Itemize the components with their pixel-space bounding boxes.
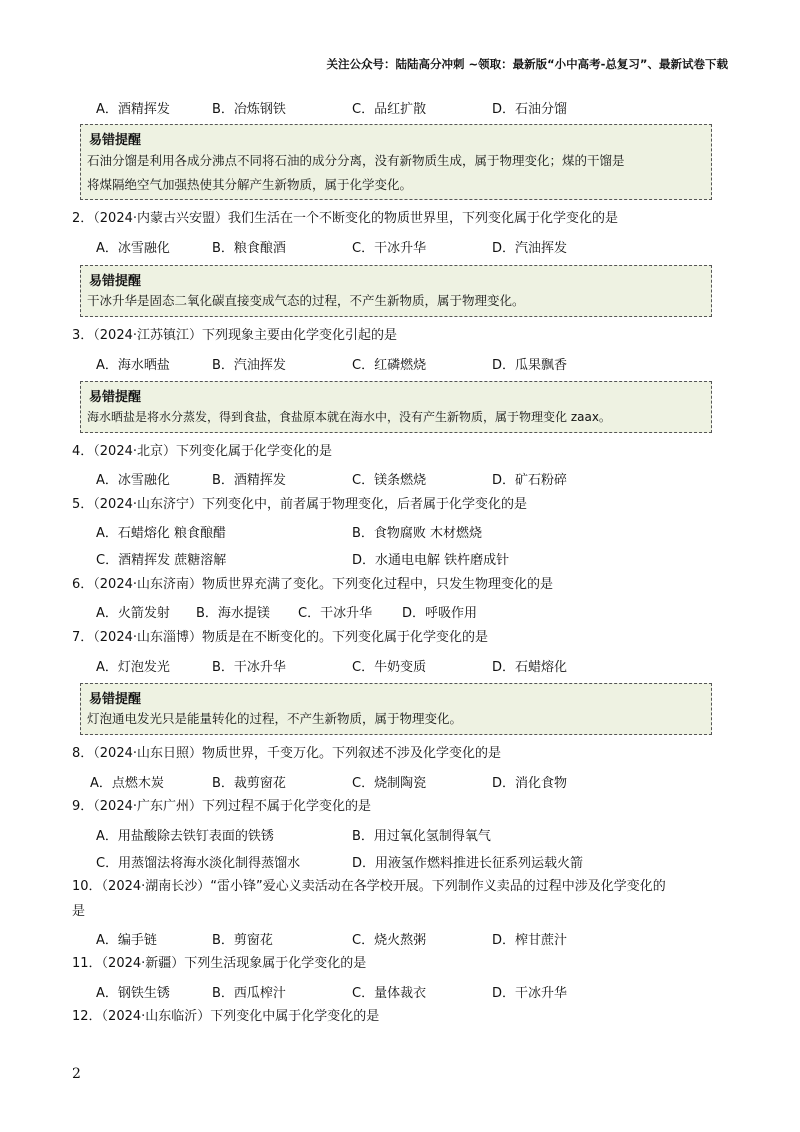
q8-option-d: D．消化食物 <box>492 776 568 791</box>
q9-option-a: A．用盐酸除去铁钉表面的铁锈 <box>96 829 274 844</box>
q11-option-d: D．干冰升华 <box>492 986 568 1001</box>
question-stem: 7．（2024·山东淄博）物质是在不断变化的。下列变化属于化学变化的是 <box>72 630 488 645</box>
q8-option-c: C．烧制陶瓷 <box>352 776 427 791</box>
q5-option-d: D．水通电电解 铁杵磨成针 <box>352 553 510 568</box>
tip-text-line: 灯泡通电发光只是能量转化的过程，不产生新物质，属于物理变化。 <box>87 711 463 726</box>
q4-option-b: B．酒精挥发 <box>212 473 286 488</box>
q7-option-a: A．灯泡发光 <box>96 660 170 675</box>
tip-title: 易错提醒 <box>89 692 142 707</box>
q11-option-a: A．钢铁生锈 <box>96 986 170 1001</box>
question-stem: 5．（2024·山东济宁）下列变化中，前者属于物理变化，后者属于化学变化的是 <box>72 497 527 512</box>
q5-option-a: A．石蜡熔化 粮食酿醋 <box>96 526 227 541</box>
q9-option-b: B．用过氧化氢制得氧气 <box>352 829 491 844</box>
question-stem-continuation: 是 <box>72 904 86 919</box>
question-stem: 4．（2024·北京）下列变化属于化学变化的是 <box>72 444 332 459</box>
tip-box <box>80 124 712 200</box>
q4-option-a: A．冰雪融化 <box>96 473 170 488</box>
tip-text-line: 干冰升华是固态二氧化碳直接变成气态的过程，不产生新物质，属于物理变化。 <box>87 293 525 308</box>
q3-option-d: D．瓜果飘香 <box>492 358 568 373</box>
q2-option-d: D．汽油挥发 <box>492 241 568 256</box>
tip-text-line: 石油分馏是利用各成分沸点不同将石油的成分分离，没有新物质生成，属于物理变化；煤的干馏是 <box>87 153 625 168</box>
question-stem: 6．（2024·山东济南）物质世界充满了变化。下列变化过程中，只发生物理变化的是 <box>72 577 553 592</box>
tip-title: 易错提醒 <box>89 274 142 289</box>
q5-option-c: C．酒精挥发 蔗糖溶解 <box>96 553 227 568</box>
question-stem: 8．（2024·山东日照）物质世界，千变万化。下列叙述不涉及化学变化的是 <box>72 746 501 761</box>
q1-option-a: A．酒精挥发 <box>96 102 170 117</box>
q6-option-b: B．海水提镁 <box>196 606 270 621</box>
question-stem: 9．（2024·广东广州）下列过程不属于化学变化的是 <box>72 799 371 814</box>
q3-option-b: B．汽油挥发 <box>212 358 286 373</box>
q6-option-a: A．火箭发射 <box>96 606 170 621</box>
q7-option-c: C．牛奶变质 <box>352 660 427 675</box>
tip-box <box>80 381 712 433</box>
q10-option-d: D．榨甘蔗汁 <box>492 933 568 948</box>
q10-option-a: A．编手链 <box>96 933 157 948</box>
tip-title: 易错提醒 <box>89 133 142 148</box>
q2-option-a: A．冰雪融化 <box>96 241 170 256</box>
page-header: 关注公众号：陆陆高分冲刺 ~领取：最新版“小中高考-总复习”、最新试卷下载 <box>326 57 728 71</box>
tip-box <box>80 683 712 735</box>
tip-text-line: 海水晒盐是将水分蒸发，得到食盐，食盐原本就在海水中，没有产生新物质，属于物理变化 zaax。 <box>87 410 611 424</box>
q1-option-b: B．冶炼钢铁 <box>212 102 286 117</box>
question-stem: 11．（2024·新疆）下列生活现象属于化学变化的是 <box>72 956 367 971</box>
question-stem: 10．（2024·湖南长沙）“雷小锋”爱心义卖活动在各学校开展。下列制作义卖品的过程中涉及化学变化的 <box>72 879 666 894</box>
q6-option-c: C．干冰升华 <box>298 606 373 621</box>
page-number: 2 <box>72 1066 81 1082</box>
q7-option-d: D．石蜡熔化 <box>492 660 568 675</box>
tip-text-line: 将煤隔绝空气加强热使其分解产生新物质，属于化学变化。 <box>87 177 413 192</box>
q3-option-c: C．红磷燃烧 <box>352 358 427 373</box>
q8-option-a: A．点燃木炭 <box>90 776 164 791</box>
tip-title: 易错提醒 <box>89 390 142 405</box>
question-stem: 3．（2024·江苏镇江）下列现象主要由化学变化引起的是 <box>72 328 397 343</box>
q8-option-b: B．裁剪窗花 <box>212 776 286 791</box>
q5-option-b: B．食物腐败 木材燃烧 <box>352 526 483 541</box>
q7-option-b: B．干冰升华 <box>212 660 286 675</box>
q11-option-c: C．量体裁衣 <box>352 986 427 1001</box>
q4-option-c: C．镁条燃烧 <box>352 473 427 488</box>
q2-option-b: B．粮食酿酒 <box>212 241 286 256</box>
q1-option-c: C．品红扩散 <box>352 102 427 117</box>
q6-option-d: D．呼吸作用 <box>402 606 478 621</box>
q4-option-d: D．矿石粉碎 <box>492 473 568 488</box>
q1-option-d: D．石油分馏 <box>492 102 568 117</box>
question-stem: 2．（2024·内蒙古兴安盟）我们生活在一个不断变化的物质世界里，下列变化属于化学变化的是 <box>72 211 618 226</box>
q9-option-d: D．用液氢作燃料推进长征系列运载火箭 <box>352 856 584 871</box>
q9-option-c: C．用蒸馏法将海水淡化制得蒸馏水 <box>96 856 301 871</box>
q3-option-a: A．海水晒盐 <box>96 358 170 373</box>
q2-option-c: C．干冰升华 <box>352 241 427 256</box>
tip-box <box>80 265 712 317</box>
q11-option-b: B．西瓜榨汁 <box>212 986 286 1001</box>
question-stem: 12．（2024·山东临沂）下列变化中属于化学变化的是 <box>72 1009 380 1024</box>
q10-option-b: B．剪窗花 <box>212 933 273 948</box>
q10-option-c: C．烧火熬粥 <box>352 933 427 948</box>
